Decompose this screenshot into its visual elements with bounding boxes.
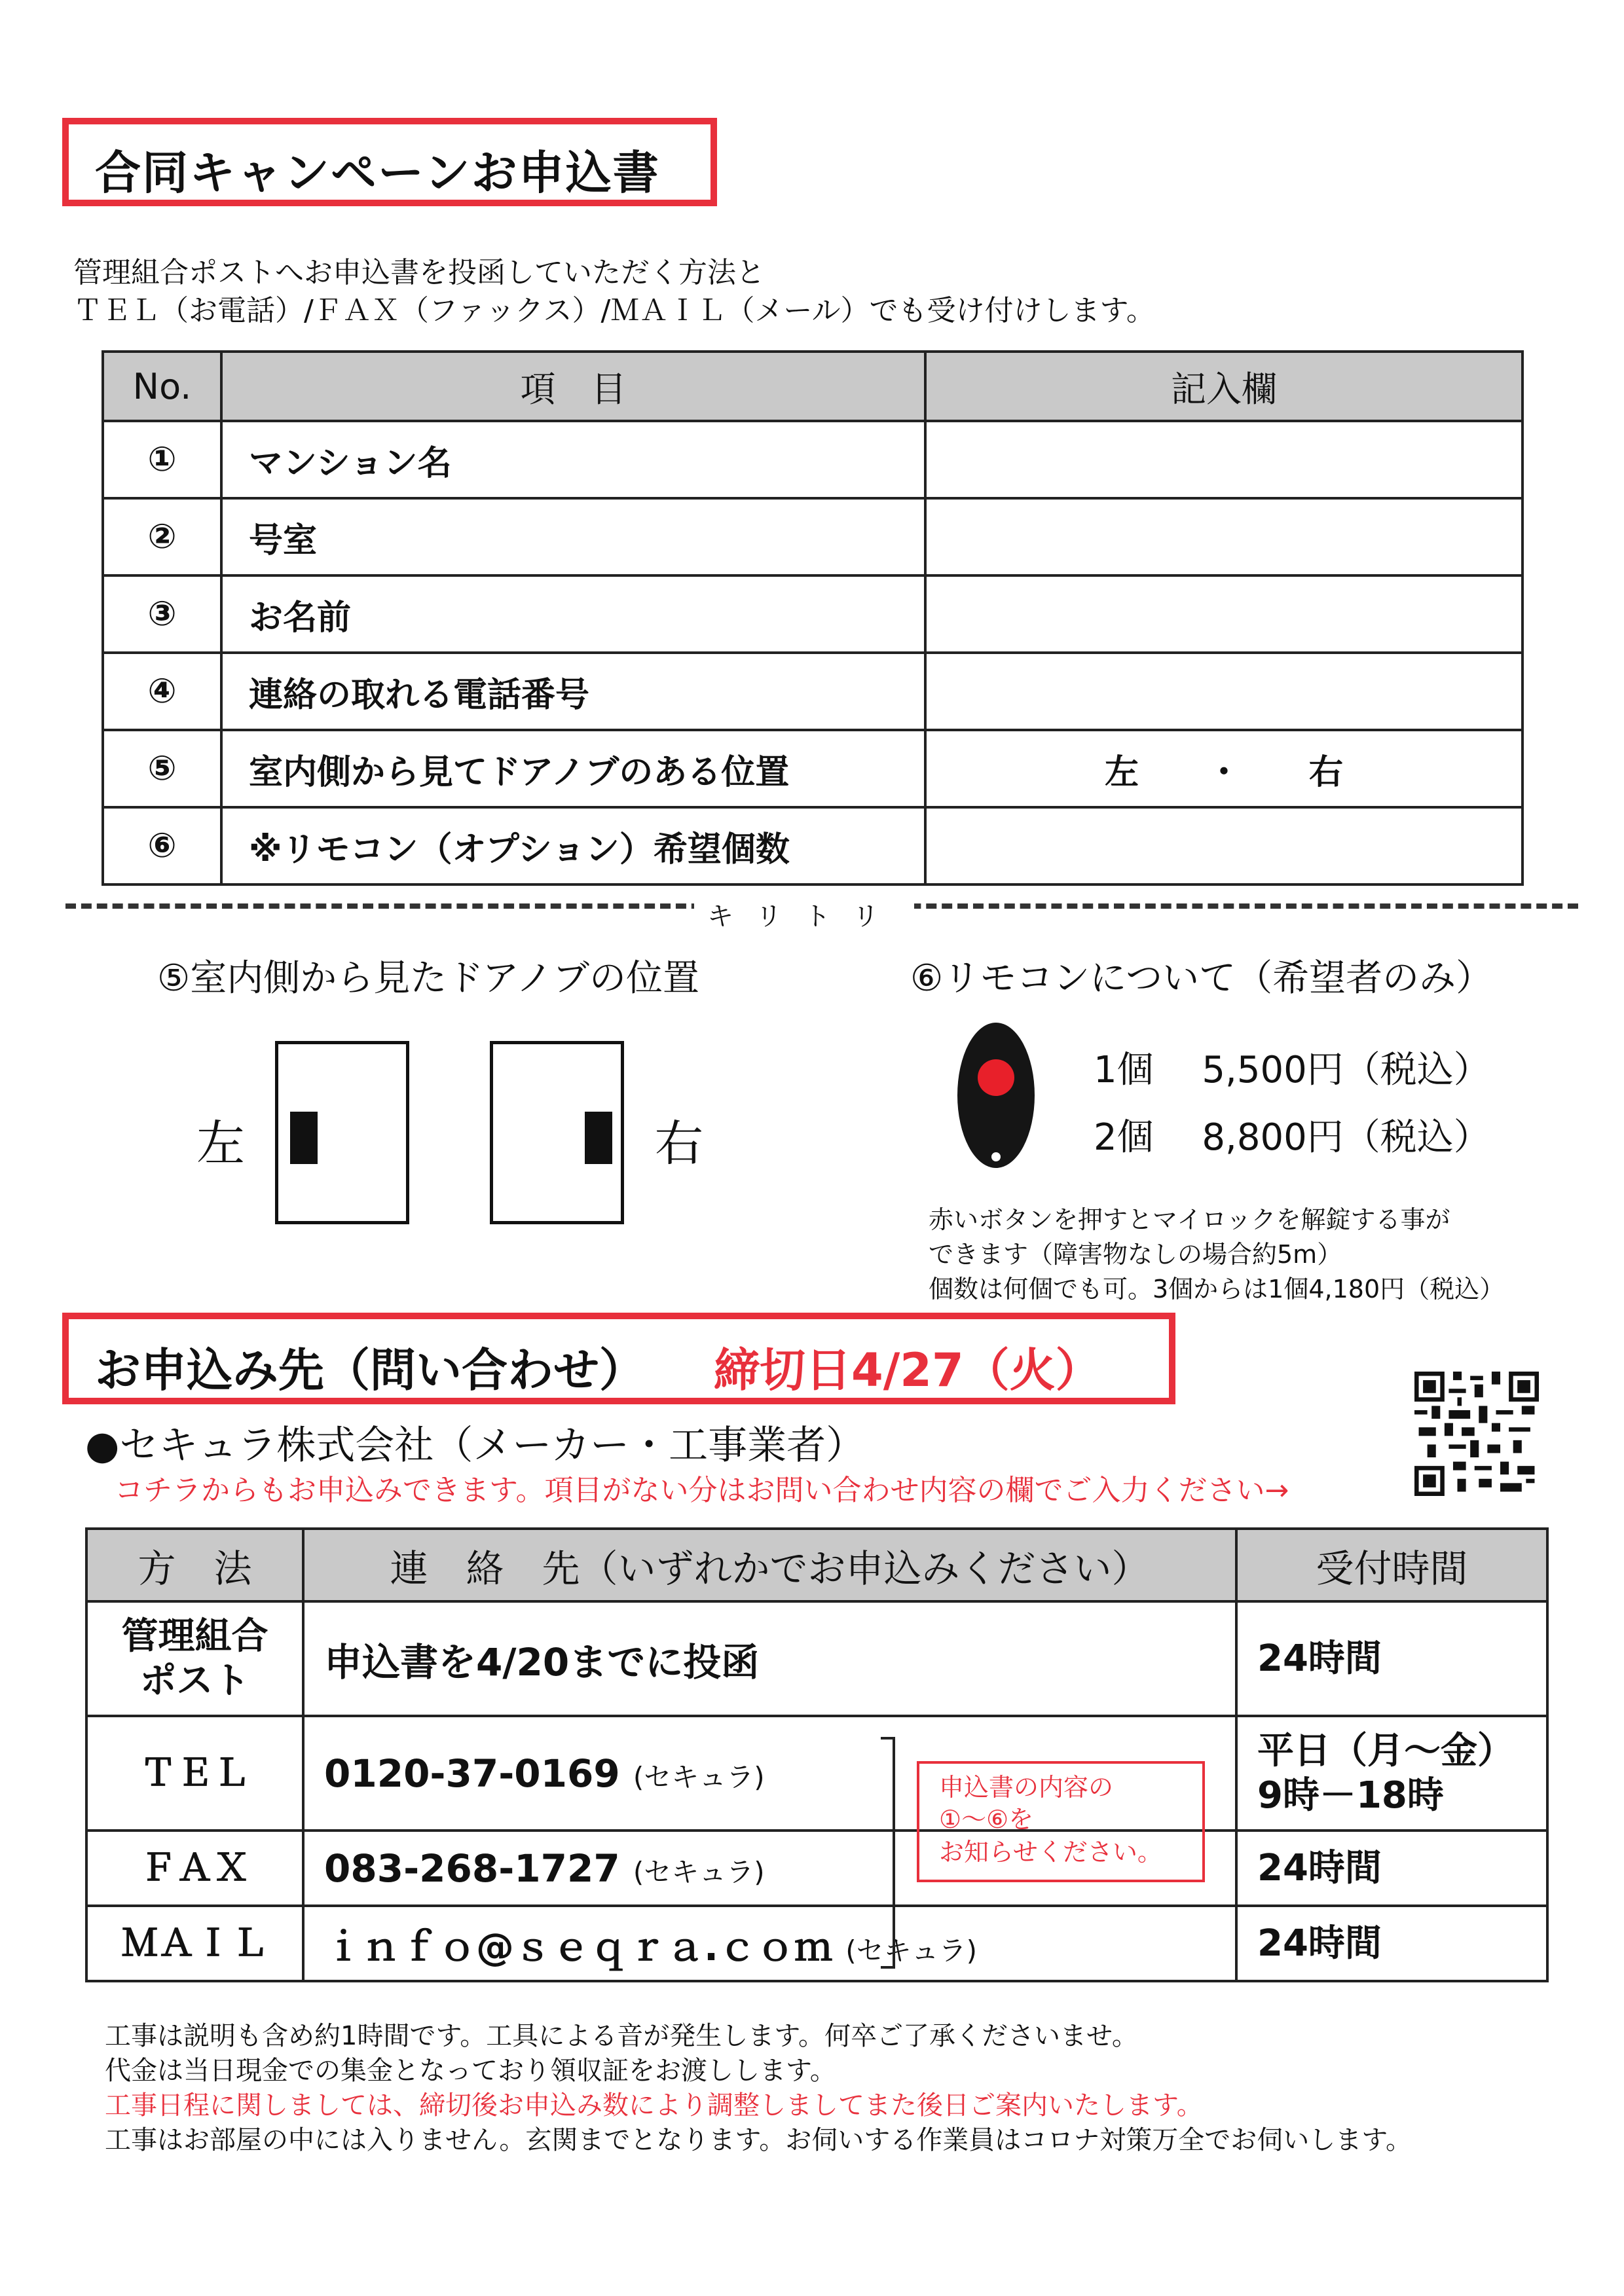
remote-note-3: 個数は何個でも可。3個からは1個4,180円（税込） [929, 1275, 1505, 1303]
qr-code-icon[interactable] [1414, 1372, 1539, 1496]
contact-header-row [86, 1529, 1547, 1601]
phone-number-link[interactable]: 0120-37-0169 [324, 1751, 620, 1796]
method-label: 管理組合 ポスト [86, 1601, 303, 1716]
contact-title-box [62, 1313, 1175, 1404]
door-section-heading: ⑤室内側から見たドアノブの位置 [157, 957, 700, 1000]
keyring-hole-icon [991, 1152, 1001, 1161]
contact-row-tel [86, 1716, 1547, 1831]
intro-line-2: ＴＥＬ（お電話）/ＦＡＸ（ファックス）/ＭＡＩＬ（メール）でも受け付けします。 [73, 294, 1155, 327]
price-one: 1個 5,500円（税込） [1094, 1049, 1490, 1091]
reception-hours: 24時間 [1236, 1601, 1547, 1716]
form-row [103, 421, 1522, 498]
method-label: ＭＡＩＬ [86, 1906, 303, 1981]
contact-title: お申込み先（問い合わせ） [95, 1343, 645, 1397]
remote-control-icon [957, 1023, 1035, 1168]
contact-row-post [86, 1601, 1547, 1716]
company-suffix: (セキュラ) [633, 1855, 765, 1888]
form-row [103, 498, 1522, 575]
entry-field[interactable] [925, 807, 1522, 884]
row-number: ① [103, 421, 221, 498]
header-hours: 受付時間 [1236, 1529, 1547, 1601]
door-right-diagram [490, 1041, 624, 1224]
email-link[interactable]: ｉｎｆｏ@ｓｅｑｒａ.ｃｏｍ [324, 1924, 833, 1969]
door-left-diagram [275, 1041, 409, 1224]
application-form-table [101, 350, 1524, 886]
form-row [103, 807, 1522, 884]
remote-section-heading: ⑥リモコンについて（希望者のみ） [910, 957, 1493, 1000]
form-row [103, 575, 1522, 653]
row-item: 連絡の取れる電話番号 [221, 653, 925, 730]
row-item: 室内側から見てドアノブのある位置 [221, 730, 925, 807]
contact-methods-table [85, 1527, 1549, 1982]
footer-note-1: 工事は説明も含め約1時間です。工具による音が発生します。何卒ご了承くださいませ。 [105, 2021, 1138, 2051]
company-suffix: (セキュラ) [845, 1934, 978, 1967]
contact-row-mail [86, 1906, 1547, 1981]
reception-hours: 24時間 [1236, 1906, 1547, 1981]
row-number: ⑤ [103, 730, 221, 807]
header-entry: 記入欄 [925, 352, 1522, 421]
form-row [103, 653, 1522, 730]
row-number: ③ [103, 575, 221, 653]
footer-note-4: 工事はお部屋の中には入りません。玄関までとなります。お伺いする作業員はコロナ対策万全でお伺いします。 [105, 2125, 1412, 2155]
header-item: 項 目 [221, 352, 925, 421]
page-title: 合同キャンペーンお申込書 [95, 146, 660, 200]
callout-box: 申込書の内容の ①～⑥を お知らせください。 [917, 1761, 1205, 1882]
header-contact: 連 絡 先（いずれかでお申込みください） [303, 1529, 1236, 1601]
cut-label: キリトリ [694, 896, 914, 933]
reception-hours: 平日（月～金） 9時－18時 [1236, 1716, 1547, 1831]
company-suffix: (セキュラ) [633, 1760, 765, 1793]
contact-detail: 申込書を4/20までに投函 [303, 1601, 1236, 1716]
bracket-line [877, 1735, 917, 1971]
row-item: お名前 [221, 575, 925, 653]
title-box [62, 118, 717, 206]
entry-field[interactable] [925, 421, 1522, 498]
method-label: ＴＥＬ [86, 1716, 303, 1831]
header-no: No. [103, 352, 221, 421]
door-knob-icon [585, 1112, 612, 1164]
row-number: ⑥ [103, 807, 221, 884]
entry-field[interactable] [925, 653, 1522, 730]
intro-line-1: 管理組合ポストへお申込書を投函していただく方法と [73, 256, 765, 289]
company-name: ●セキュラ株式会社（メーカー・工事業者） [85, 1423, 866, 1468]
entry-field[interactable] [925, 575, 1522, 653]
remote-note-1: 赤いボタンを押すとマイロックを解錠する事が [929, 1205, 1450, 1234]
row-item: マンション名 [221, 421, 925, 498]
door-side-choice[interactable]: 左 ・ 右 [925, 730, 1522, 807]
reception-hours: 24時間 [1236, 1831, 1547, 1906]
form-header-row [103, 352, 1522, 421]
fax-number[interactable]: 083-268-1727 [324, 1846, 620, 1891]
remote-note-2: できます（障害物なしの場合約5m） [929, 1240, 1342, 1269]
entry-field[interactable] [925, 498, 1522, 575]
row-number: ② [103, 498, 221, 575]
row-item: 号室 [221, 498, 925, 575]
contact-row-fax [86, 1831, 1547, 1906]
left-label: 左 [196, 1116, 245, 1172]
red-button-icon [978, 1059, 1014, 1096]
row-number: ④ [103, 653, 221, 730]
price-two: 2個 8,800円（税込） [1094, 1116, 1490, 1159]
contact-detail-cell [303, 1906, 1236, 1981]
method-label: ＦＡＸ [86, 1831, 303, 1906]
row-item: ※リモコン（オプション）希望個数 [221, 807, 925, 884]
footer-note-2: 代金は当日現金での集金となっており領収証をお渡しします。 [105, 2056, 836, 2086]
right-label: 右 [655, 1116, 703, 1172]
form-row [103, 730, 1522, 807]
header-method: 方 法 [86, 1529, 303, 1601]
footer-note-3: 工事日程に関しましては、締切後お申込み数により調整しましてまた後日ご案内いたします。 [105, 2090, 1203, 2121]
qr-notice: コチラからもお申込みできます。項目がない分はお問い合わせ内容の欄でご入力ください→ [115, 1474, 1289, 1507]
deadline-label: 締切日4/27（火） [714, 1343, 1101, 1397]
door-knob-icon [290, 1112, 318, 1164]
